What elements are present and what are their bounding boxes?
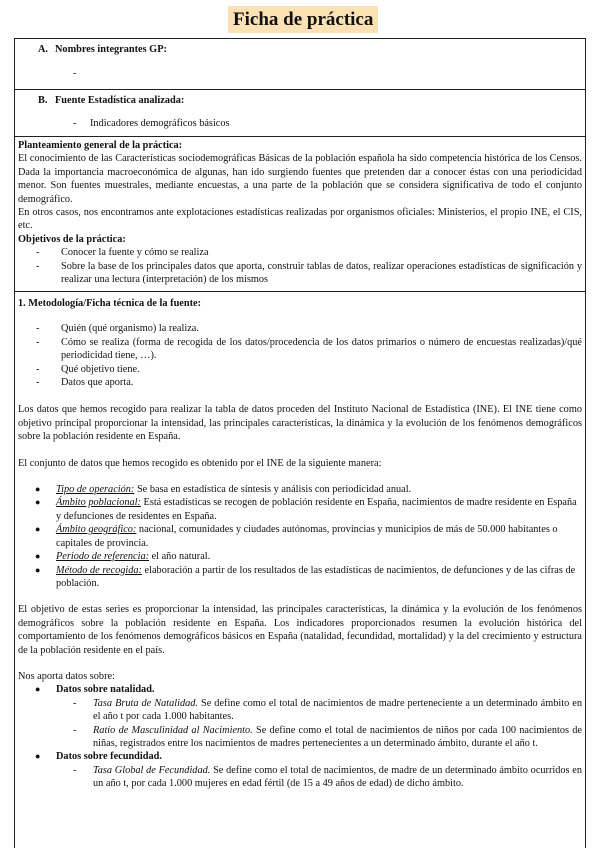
metodologia-item: - Datos que aporta. xyxy=(36,377,134,389)
section-b-item: Indicadores demográficos básicos xyxy=(90,118,230,129)
bullet-periodo-referencia: ● Periodo de referencia: el año natural. xyxy=(35,551,211,563)
planteamiento-box xyxy=(14,136,586,292)
objetivos-heading: Objetivos de la práctica: xyxy=(18,233,126,245)
section-a-item: - xyxy=(73,68,77,79)
metodologia-item: - Cómo se realiza (forma de recogida de los datos/procedencia de los datos primarios o número de encuestas realizadas)/qué periodicidad tiene, …). xyxy=(36,336,582,362)
metodologia-box xyxy=(14,291,586,848)
bullet-tipo-operacion: ● Tipo de operación: Se basa en estadística de síntesis y análisis con periodicidad anual. xyxy=(35,484,412,496)
fecundidad-item: - Tasa Global de Fecundidad. Se define como el total de nacimientos, de madre de un determinado ámbito ocurridos en un año t, por cada 1.000 mujeres en edad fértil (de 15 a 49 años de edad) de dicho ámbito. xyxy=(73,764,582,790)
metodologia-paragraph-2: El conjunto de datos que hemos recogido es obtenido por el INE de la siguiente manera: xyxy=(18,457,382,469)
metodologia-paragraph-1: Los datos que hemos recogido para realizar la tabla de datos proceden del Instituto Nacional de Estadística (INE). El INE tiene como objetivo principal proporcionar la intensidad, las principales características, la dinámica y la evolución de los fenómenos demográficos sobre la población residente en España. xyxy=(18,404,582,443)
page-title: Ficha de práctica xyxy=(228,6,378,33)
planteamiento-heading: Planteamiento general de la práctica: xyxy=(18,140,183,151)
section-b-heading: Fuente Estadística analizada: xyxy=(55,95,185,106)
planteamiento-paragraph-1: El conocimiento de las Características sociodemográficas Básicas de la población española ha sido competencia histórica de los Censos. Dada la importancia macroeconómica de algunas, han ido surgiendo fuentes que pretenden dar a conocer éstas con una periodicidad menor. Son fuentes muestrales, mediante encuestas, a una parte de la población que se considera significativa de todo el conjunto demográfico. xyxy=(18,153,582,205)
bullet-ambito-geografico: ● Ámbito geográfico: nacional, comunidades y ciudades autónomas, provincias y municipios de más de 50.000 habitantes o capitales de provincia. xyxy=(35,524,558,549)
section-a-box xyxy=(14,38,586,90)
section-b-box xyxy=(14,89,586,137)
objetivo-item: - Sobre la base de los principales datos que aporta, construir tablas de datos, realizar operaciones estadísticas de significación y realizar una lectura (interpretación) de los mismos xyxy=(36,260,582,286)
metodologia-paragraph-4: Nos aporta datos sobre: xyxy=(18,670,115,682)
metodologia-item: - Qué objetivo tiene. xyxy=(36,363,140,375)
natalidad-item: - Tasa Bruta de Natalidad. Se define como el total de nacimientos de madre perteneciente a un determinado ámbito en el año t por cada 1.000 habitantes. xyxy=(73,697,582,723)
bullet-ambito-poblacional: ● Ámbito poblacional: Está estadísticas se recogen de población residente en España, nacimientos de madre residente en España y defunciones de residentes en España. xyxy=(35,497,577,522)
metodologia-paragraph-3: El objetivo de estas series es proporcionar la intensidad, las principales características, la dinámica y la evolución de los fenómenos demográficos sobre la población residente en España. Los indicadores proporcionados resumen la evolución histórica del comportamiento de los fenómenos demográficos básicos en España (natalidad, fecundidad, mortalidad) y la del crecimiento y estructura de la población residente en el país. xyxy=(18,604,582,656)
section-b-dash: - xyxy=(73,118,77,129)
metodologia-heading: 1. Metodología/Ficha técnica de la fuente: xyxy=(18,298,202,309)
planteamiento-paragraph-2: En otros casos, nos encontramos ante explotaciones estadísticas realizadas por organismos oficiales: Ministerios, el propio INE, el CIS, etc. xyxy=(18,207,582,232)
section-b-label: B. xyxy=(38,95,48,106)
section-a-label: A. xyxy=(38,44,49,55)
fecundidad-heading: ● Datos sobre fecundidad. xyxy=(35,751,162,763)
section-a-heading: Nombres integrantes GP: xyxy=(55,44,167,55)
bullet-metodo-recogida: ● Método de recogida: elaboración a partir de los resultados de las estadísticas de nacimientos, de defunciones y de las cifras de población. xyxy=(35,564,576,589)
natalidad-item: - Ratio de Masculinidad al Nacimiento. Se define como el total de nacimientos de niños por cada 100 nacimientos de niñas, registrados entre los nacimientos de madres pertenecientes a un determinado ámbito, durante el año t. xyxy=(73,724,582,749)
objetivo-item: - Conocer la fuente y cómo se realiza xyxy=(36,247,209,259)
metodologia-item: - Quién (qué organismo) la realiza. xyxy=(36,323,199,335)
natalidad-heading: ● Datos sobre natalidad. xyxy=(35,684,155,696)
